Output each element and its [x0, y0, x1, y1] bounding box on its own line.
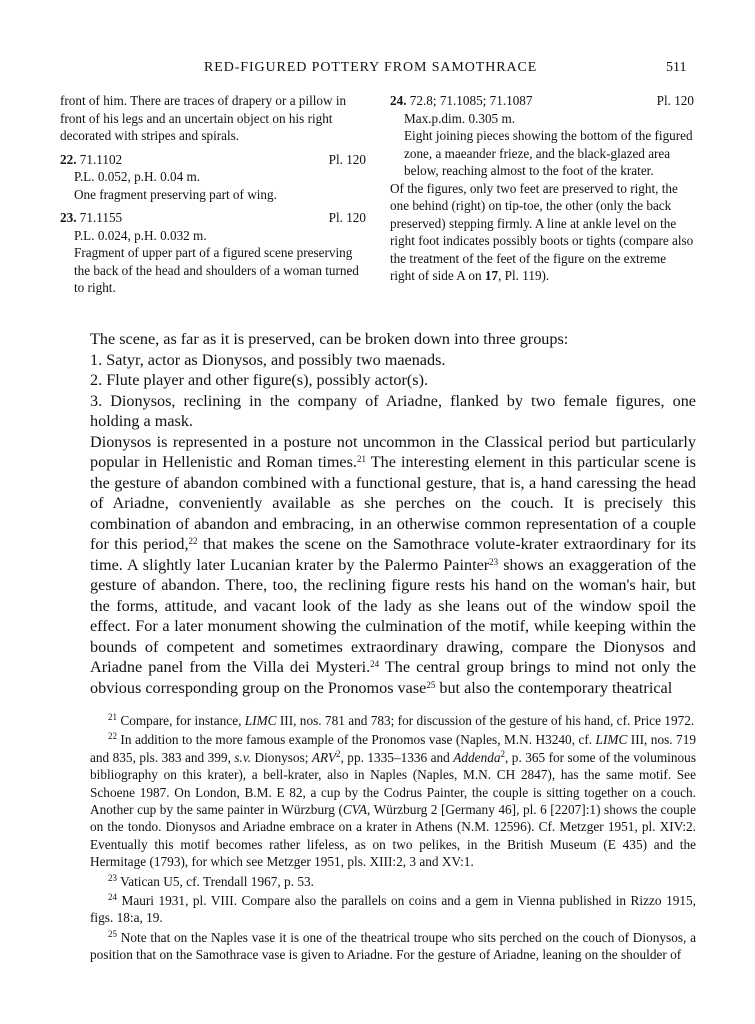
catalogue-entry-22 [60, 151, 366, 204]
catalogue-entry-24 [390, 92, 694, 180]
discussion-paragraph: Dionysos is represented in a posture not uncommon in the Classical period but particularly popular in Hellenistic and Roman times.$^{21}$ The interesting element in this particular scene is the gesture of abandon combined with a functional gesture, that is, a hand caressing the head of Ariadne, conveniently available as she perches on the couch. It is precisely this combination of abandon and embracing, in an otherwise common representation of a couple for this period,$^{22}$ that makes the scene on the Samothrace volute-krater extraordinary for its time. A slightly later Lucanian krater by the Palermo Painter$^{23}$ shows an exaggeration of the gesture of abandon. There, too, the reclining figure rests his hand on the woman's hair, but the forms, attitude, and vacant look of the lady as she leans out of the window spoil the effect. For a later monument showing the culmination of the motif, while keeping within the bounds of competent and sometimes extraordinary drawing, compare the Dionysos and Ariadne panel from the Villa dei Mysteri.$^{24}$ The central group brings to mind not only the obvious corresponding group on the Pronomos vase$^{25}$ but also the contemporary theatrical [90, 432, 697, 697]
footnote-24: $^{24}$ Mauri 1931, pl. VIII. Compare also the parallels on coins and a gem in Vienna published in Rizzo 1915, figs. 18:a, 19. [90, 892, 696, 926]
entry-description: Eight joining pieces showing the bottom of the figured zone, a maeander frieze, and the black-glazed area below, reaching almost to the foot of the krater. [404, 128, 693, 178]
entry-description: Fragment of upper part of a figured scene preserving the back of the head and shoulders of a woman turned to right. [74, 245, 359, 295]
entry-dimensions: P.L. 0.024, p.H. 0.032 m. [74, 227, 207, 243]
entry-number: 24. [390, 93, 407, 108]
right-column [390, 92, 694, 285]
footnote-21: $^{21}$ Compare, for instance, LIMC III, nos. 781 and 783; for discussion of the gesture of his hand, cf. Price 1972. [108, 712, 695, 728]
footnotes [90, 712, 696, 966]
footnote-22: $^{22}$ In addition to the more famous example of the Pronomos vase (Naples, M.N. H3240, cf. LIMC III, nos. 719 and 835, pls. 383 and 399, s.v. Dionysos; ARV$^2$, pp. 1335–1336 and Addenda$^2$, p. 365 for some of the voluminous bibliography on this krater), a bell-krater, also in Naples (Naples, M.N. CH 2847), has the same motif. See Schoene 1987. On London, B.M. E 82, a cup by the Codrus Painter, the couple is sitting together on a couch. Another cup by the same painter in Würzburg (CVA, Würzburg 2 [Germany 46], pl. 6 [2207]:1) shows the couple on the tondo. Dionysos and Ariadne embrace on a krater in Athens (N.M. 12596). Cf. Metzger 1951, pl. XIV:2. Eventually this motif becomes rather lifeless, as on two pelikes, in the British Museum (E 435) and the Hermitage (1793), for which see Metzger 1951, pls. XIII:2, 3 and XV:1. [90, 731, 696, 870]
group-item-3: 3. Dionysos, reclining in the company of Ariadne, flanked by two female figures, one holding a mask. [90, 391, 696, 430]
main-text [90, 329, 696, 698]
footnote-ref-24[interactable]: 24 [370, 659, 380, 669]
footnote-23: $^{23}$ Vatican U5, cf. Trendall 1967, p. 53. [108, 872, 314, 889]
footnote-ref-22[interactable]: 22 [188, 536, 198, 546]
continuation-text: front of him. There are traces of drapery or a pillow in front of his legs and an uncertain object on his right decorated with stripes and spirals. [60, 93, 347, 143]
entry-description: One fragment preserving part of wing. [74, 186, 277, 202]
footnote-ref-23[interactable]: 23 [489, 556, 499, 567]
group-item-2: 2. Flute player and other figure(s), possibly actor(s). [90, 371, 429, 389]
entry-dimensions: Max.p.dim. 0.305 m. [404, 110, 515, 126]
entry-inventory: 72.8; 71.1085; 71.1087 [409, 93, 533, 108]
footnote-ref-21[interactable]: 21 [356, 454, 366, 464]
page-number: 511 [666, 60, 687, 75]
figures-paragraph: Of the figures, only two feet are preserved to right, the one behind (right) on tip-toe, the other (only the back preserved) stepping firmly. A line at ankle level on the right foot indicates possibly boots or tights (compare also the treatment of the feet of the figure on the extreme right of side A on 17, Pl. 119). [390, 180, 694, 283]
catalogue-entry-23 [60, 209, 366, 297]
running-title: RED-FIGURED POTTERY FROM SAMOTHRACE [204, 60, 538, 75]
left-column [60, 92, 366, 297]
entry-inventory: 71.1102 [79, 151, 123, 167]
entry-dimensions: P.L. 0.052, p.H. 0.04 m. [74, 169, 201, 184]
entry-plate: Pl. 120 [328, 210, 366, 225]
footnote-ref-25[interactable]: 25 [426, 679, 436, 690]
group-item-1: 1. Satyr, actor as Dionysos, and possibly two maenads. [90, 350, 446, 369]
footnote-25: $^{25}$ Note that on the Naples vase it is one of the theatrical troupe who sits perched on the couch of Dionysos, a position that on the Samothrace vase is given to Ariadne. For the gesture of Ariadne, leaning on the shoulder of [90, 928, 696, 963]
entry-plate: Pl. 120 [656, 93, 694, 108]
entry-number: 23. [60, 210, 77, 225]
entry-plate: Pl. 120 [328, 151, 366, 167]
intro-sentence: The scene, as far as it is preserved, can be broken down into three groups: [90, 330, 569, 348]
catalogue-reference: 17 [484, 268, 499, 283]
entry-number: 22. [60, 151, 77, 167]
entry-inventory: 71.1155 [79, 210, 123, 225]
